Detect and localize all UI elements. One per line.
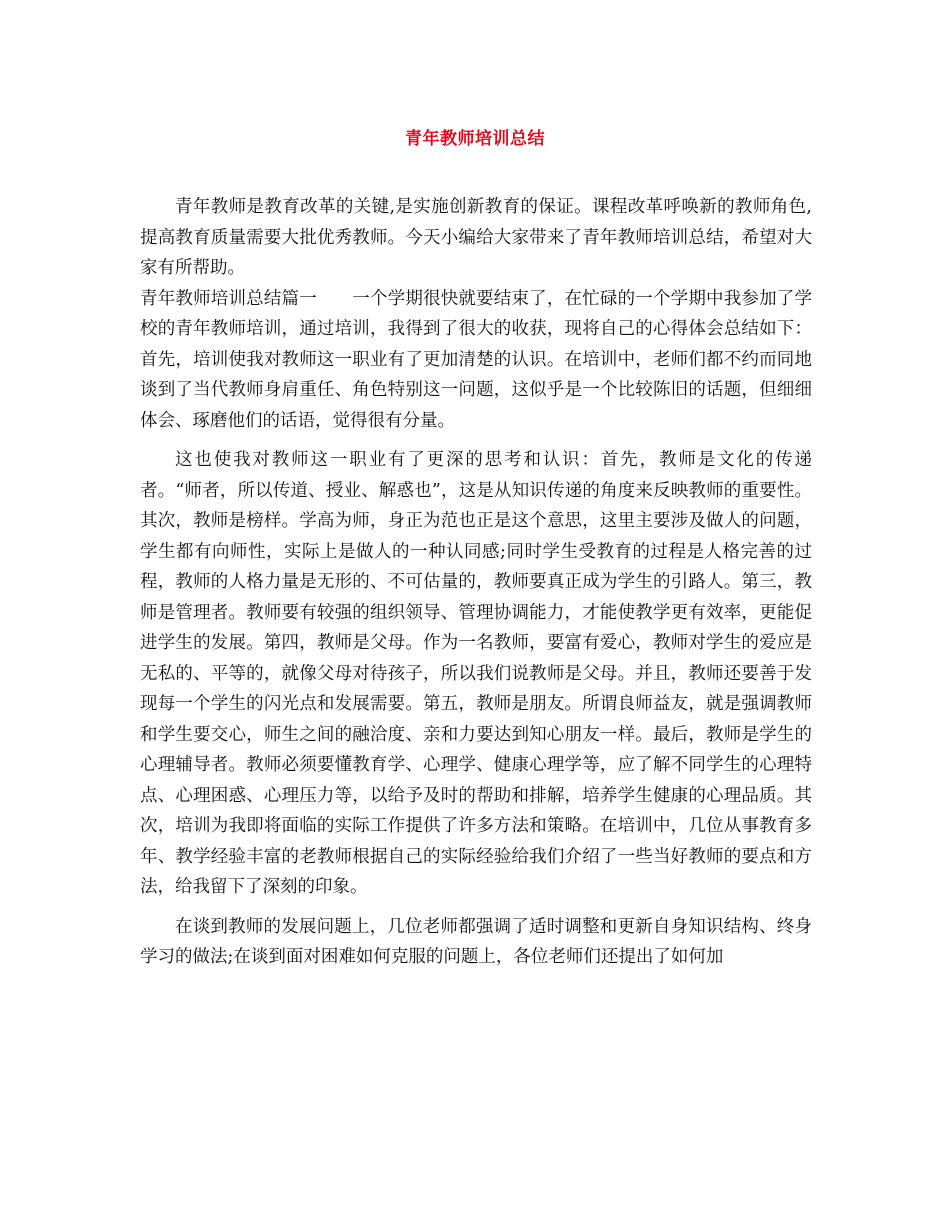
paragraph-intro: 青年教师是教育改革的关键,是实施创新教育的保证。课程改革呼唤新的教师角色,提高教育质量需要大批优秀教师。今天小编给大家带来了青年教师培训总结，希望对大家有所帮助。 <box>140 197 812 278</box>
document-body <box>140 192 812 973</box>
paragraph-teacher-roles: 这也使我对教师这一职业有了更深的思考和认识：首先，教师是文化的传递者。“师者，所以传道、授业、解惑也”，这是从知识传递的角度来反映教师的重要性。其次，教师是榜样。学高为师，身正为范也正是这个意思，这里主要涉及做人的问题，学生都有向师性，实际上是做人的一种认同感;同时学生受教育的过程是人格完善的过程，教师的人格力量是无形的、不可估量的，教师要真正成为学生的引路人。第三，教师是管理者。教师要有较强的组织领导、管理协调能力，才能使教学更有效率，更能促进学生的发展。第四，教师是父母。作为一名教师，要富有爱心，教师对学生的爱应是无私的、平等的，就像父母对待孩子，所以我们说教师是父母。并且，教师还要善于发现每一个学生的闪光点和发展需要。第五，教师是朋友。所谓良师益友，就是强调教师和学生要交心，师生之间的融洽度、亲和力要达到知心朋友一样。最后，教师是学生的心理辅导者。教师必须要懂教育学、心理学、健康心理学等，应了解不同学生的心理特点、心理困惑、心理压力等，以给予及时的帮助和排解，培养学生健康的心理品质。其次，培训为我即将面临的实际工作提供了许多方法和策略。在培训中，几位从事教育多年、教学经验丰富的老教师根据自己的实际经验给我们介绍了一些当好教师的要点和方法，给我留下了深刻的印象。 <box>140 450 812 897</box>
document-title: 青年教师培训总结 <box>405 129 545 149</box>
paragraph-development: 在谈到教师的发展问题上，几位老师都强调了适时调整和更新自身知识结构、终身学习的做法;在谈到面对困难如何克服的问题上，各位老师们还提出了如何加 <box>140 916 812 967</box>
paragraph-part-one: 青年教师培训总结篇一 一个学期很快就要结束了，在忙碌的一个学期中我参加了学校的青年教师培训，通过培训，我得到了很大的收获，现将自己的心得体会总结如下：首先，培训使我对教师这一职业有了更加清楚的认识。在培训中，老师们都不约而同地谈到了当代教师身肩重任、角色特别这一问题，这似乎是一个比较陈旧的话题，但细细体会、琢磨他们的话语，觉得很有分量。 <box>140 288 812 431</box>
